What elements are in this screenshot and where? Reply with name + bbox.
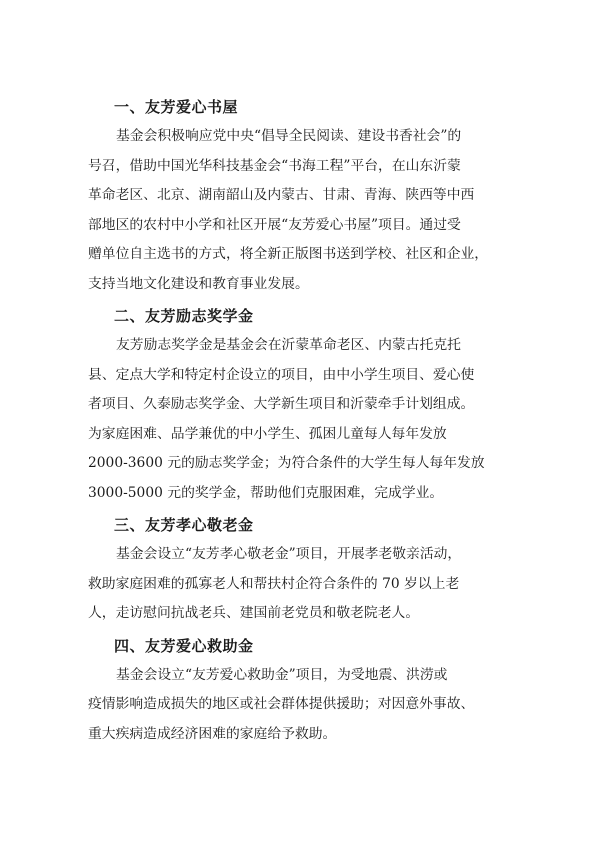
section-elderly-fund bbox=[88, 512, 516, 629]
paragraph-line: 重大疾病造成经济困难的家庭给予救助。 bbox=[88, 725, 337, 742]
section-heading: 二、友芳励志奖学金 bbox=[114, 307, 254, 325]
section-paragraph bbox=[88, 661, 516, 750]
section-paragraph bbox=[88, 122, 516, 299]
section-scholarship bbox=[88, 303, 516, 508]
paragraph-line: 革命老区、北京、湖南韶山及内蒙古、甘肃、青海、陕西等中西 bbox=[88, 187, 475, 203]
paragraph-line: 赠单位自主选书的方式，将全新正版图书送到学校、社区和企业， bbox=[88, 246, 489, 262]
paragraph-line: 县、定点大学和特定村企设立的项目，由中小学生项目、爱心使 bbox=[88, 366, 475, 383]
paragraph-line: 基金会设立“友芳孝心敬老金”项目，开展孝老敬亲活动， bbox=[116, 546, 462, 562]
section-reading-room bbox=[88, 94, 516, 299]
paragraph-line: 部地区的农村中小学和社区开展“友芳爱心书屋”项目。通过受 bbox=[88, 216, 461, 233]
paragraph-line: 者项目、久泰励志奖学金、大学新生项目和沂蒙牵手计划组成。 bbox=[88, 396, 475, 412]
section-paragraph bbox=[88, 331, 516, 508]
section-paragraph bbox=[88, 540, 516, 629]
section-relief-fund bbox=[88, 633, 516, 750]
paragraph-line: 基金会积极响应党中央“倡导全民阅读、建设书香社会”的 bbox=[116, 128, 462, 144]
paragraph-line: 3000-5000 元的奖学金，帮助他们克服困难，完成学业。 bbox=[88, 484, 444, 501]
paragraph-line: 人，走访慰问抗战老兵、建国前老党员和敬老院老人。 bbox=[88, 605, 420, 621]
section-heading: 四、友芳爱心救助金 bbox=[114, 636, 254, 655]
paragraph-line: 疫情影响造成损失的地区或社会群体提供援助；对因意外事故、 bbox=[88, 696, 475, 712]
paragraph-line: 友芳励志奖学金是基金会在沂蒙革命老区、内蒙古托克托 bbox=[116, 337, 461, 353]
paragraph-line: 2000-3600 元的励志奖学金；为符合条件的大学生每人每年发放 bbox=[88, 455, 485, 471]
section-heading: 一、友芳爱心书屋 bbox=[114, 98, 239, 116]
paragraph-line: 基金会设立“友芳爱心救助金”项目，为受地震、洪涝或 bbox=[116, 666, 448, 683]
document-body bbox=[88, 94, 516, 753]
paragraph-line: 救助家庭困难的孤寡老人和帮扶村企符合条件的 70 岁以上老 bbox=[88, 575, 460, 592]
paragraph-line: 为家庭困难、品学兼优的中小学生、孤困儿童每人每年发放 bbox=[88, 425, 447, 442]
section-heading: 三、友芳孝心敬老金 bbox=[114, 516, 254, 534]
paragraph-line: 号召，借助中国光华科技基金会“书海工程”平台，在山东沂蒙 bbox=[88, 157, 461, 174]
paragraph-line: 支持当地文化建设和教育事业发展。 bbox=[88, 275, 309, 292]
